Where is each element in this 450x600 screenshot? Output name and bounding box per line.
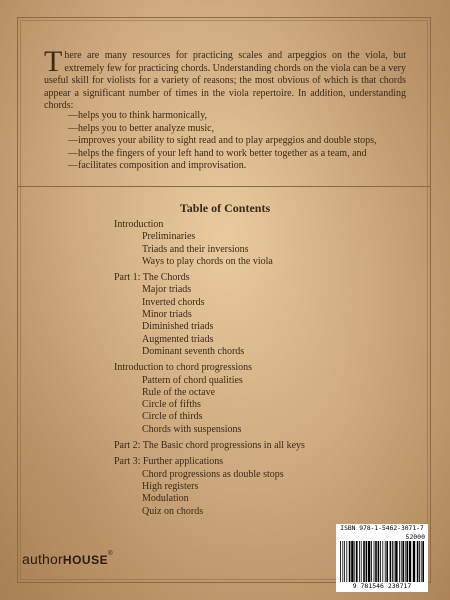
barcode-bar (409, 541, 411, 582)
toc-item: Chords with suspensions (142, 423, 242, 435)
toc-item: Modulation (142, 493, 189, 505)
barcode-bar (413, 541, 415, 582)
toc-item: High registers (142, 480, 199, 492)
toc-section (114, 456, 305, 517)
toc-heading: Part 3: Further applications (114, 456, 224, 468)
toc-item: Circle of thirds (142, 411, 203, 423)
isbn-number: ISBN 978-1-5462-3071-7 (340, 525, 424, 532)
barcode-bar (351, 541, 353, 582)
barcode-bar (363, 541, 365, 582)
barcode-bar (366, 541, 368, 582)
benefit-item: —helps the fingers of your left hand to work better together as a team, and (68, 147, 367, 159)
barcode-bar (342, 541, 343, 582)
benefit-item: —helps you to think harmonically, (68, 110, 208, 121)
publisher-logo (22, 551, 113, 567)
barcode-bar (394, 541, 395, 582)
barcode-bar (399, 541, 400, 582)
toc-item: Triads and their inversions (142, 243, 249, 255)
section-divider (17, 186, 431, 187)
publisher-prefix: author (22, 551, 63, 567)
toc-item: Dominant seventh chords (142, 345, 245, 357)
toc-item: Inverted chords (142, 296, 205, 308)
barcode-bar (349, 541, 351, 582)
intro-text: here are many resources for practicing scales and arpeggios on the viola, but extremely few for practicing chords. Understanding chords on the viola can be a very useful skill for violists for a variety of reasons; the most obvious of which is that chords appear a significant number of times in the viola repertoire. In addition, understanding chords: (44, 50, 406, 112)
barcode-bar (402, 541, 404, 582)
registered-mark: ® (108, 551, 113, 557)
barcode-bar (390, 541, 392, 582)
barcode-bar (406, 541, 408, 582)
toc-heading: Part 2: The Basic chord progressions in all keys (114, 440, 305, 452)
barcode-bar (346, 541, 347, 582)
barcode-bar (421, 541, 422, 582)
barcode-bar (380, 541, 381, 582)
intro-paragraph (44, 45, 406, 113)
barcode-bar (374, 541, 375, 582)
toc-item: Pattern of chord qualities (142, 374, 243, 386)
toc-section (114, 362, 305, 436)
toc-item: Chord progressions as double stops (142, 468, 284, 480)
isbn-barcode (336, 524, 428, 592)
barcode-bar (375, 541, 377, 582)
toc-item: Rule of the octave (142, 386, 216, 398)
barcode-bar (378, 541, 380, 582)
toc-title: Table of Contents (179, 201, 271, 215)
toc-section (114, 219, 305, 268)
barcode-bar (385, 541, 386, 582)
toc-heading: Part 1: The Chords (114, 272, 190, 284)
toc-item: Augmented triads (142, 333, 214, 345)
toc-heading: Introduction to chord progressions (114, 362, 253, 374)
toc-item: Diminished triads (142, 321, 214, 333)
toc-item: Major triads (142, 284, 192, 296)
barcode-bar (392, 541, 393, 582)
toc-section (114, 440, 305, 452)
benefits-list (68, 110, 377, 173)
barcode-bar (371, 541, 372, 582)
barcode-bar (419, 541, 420, 582)
barcode-bar (417, 541, 419, 582)
benefit-item: —helps you to better analyze music, (68, 122, 215, 134)
barcode-bar (386, 541, 388, 582)
barcode-bar (395, 541, 397, 582)
barcode-bar (422, 541, 424, 582)
barcode-bar (382, 541, 383, 582)
toc-heading: Introduction (114, 219, 164, 230)
toc-item: Ways to play chords on the viola (142, 255, 273, 267)
barcode-bar (361, 541, 362, 582)
toc-item: Preliminaries (142, 231, 196, 243)
table-of-contents (114, 219, 305, 522)
benefit-item: —facilitates composition and improvisation. (68, 160, 247, 172)
barcode-bar (405, 541, 406, 582)
barcode-bar (401, 541, 402, 582)
barcode-bar (340, 541, 341, 582)
publisher-caps: HOUSE (62, 553, 109, 567)
barcode-bars (340, 541, 424, 582)
ean-number: 9 781546 230717 (352, 582, 412, 590)
toc-item: Quiz on chords (142, 505, 204, 517)
barcode-bar (356, 541, 358, 582)
barcode-bar (344, 541, 345, 582)
toc-item: Circle of fifths (142, 399, 201, 411)
toc-item: Minor triads (142, 309, 192, 321)
benefit-item: —improves your ability to sight read and to play arpeggios and double stops, (68, 135, 377, 147)
drop-cap: T (44, 45, 63, 78)
barcode-bar (359, 541, 360, 582)
barcode-bar (368, 541, 370, 582)
toc-section (114, 272, 305, 358)
price-code: 52000 (405, 533, 425, 541)
barcode-bar (354, 541, 355, 582)
